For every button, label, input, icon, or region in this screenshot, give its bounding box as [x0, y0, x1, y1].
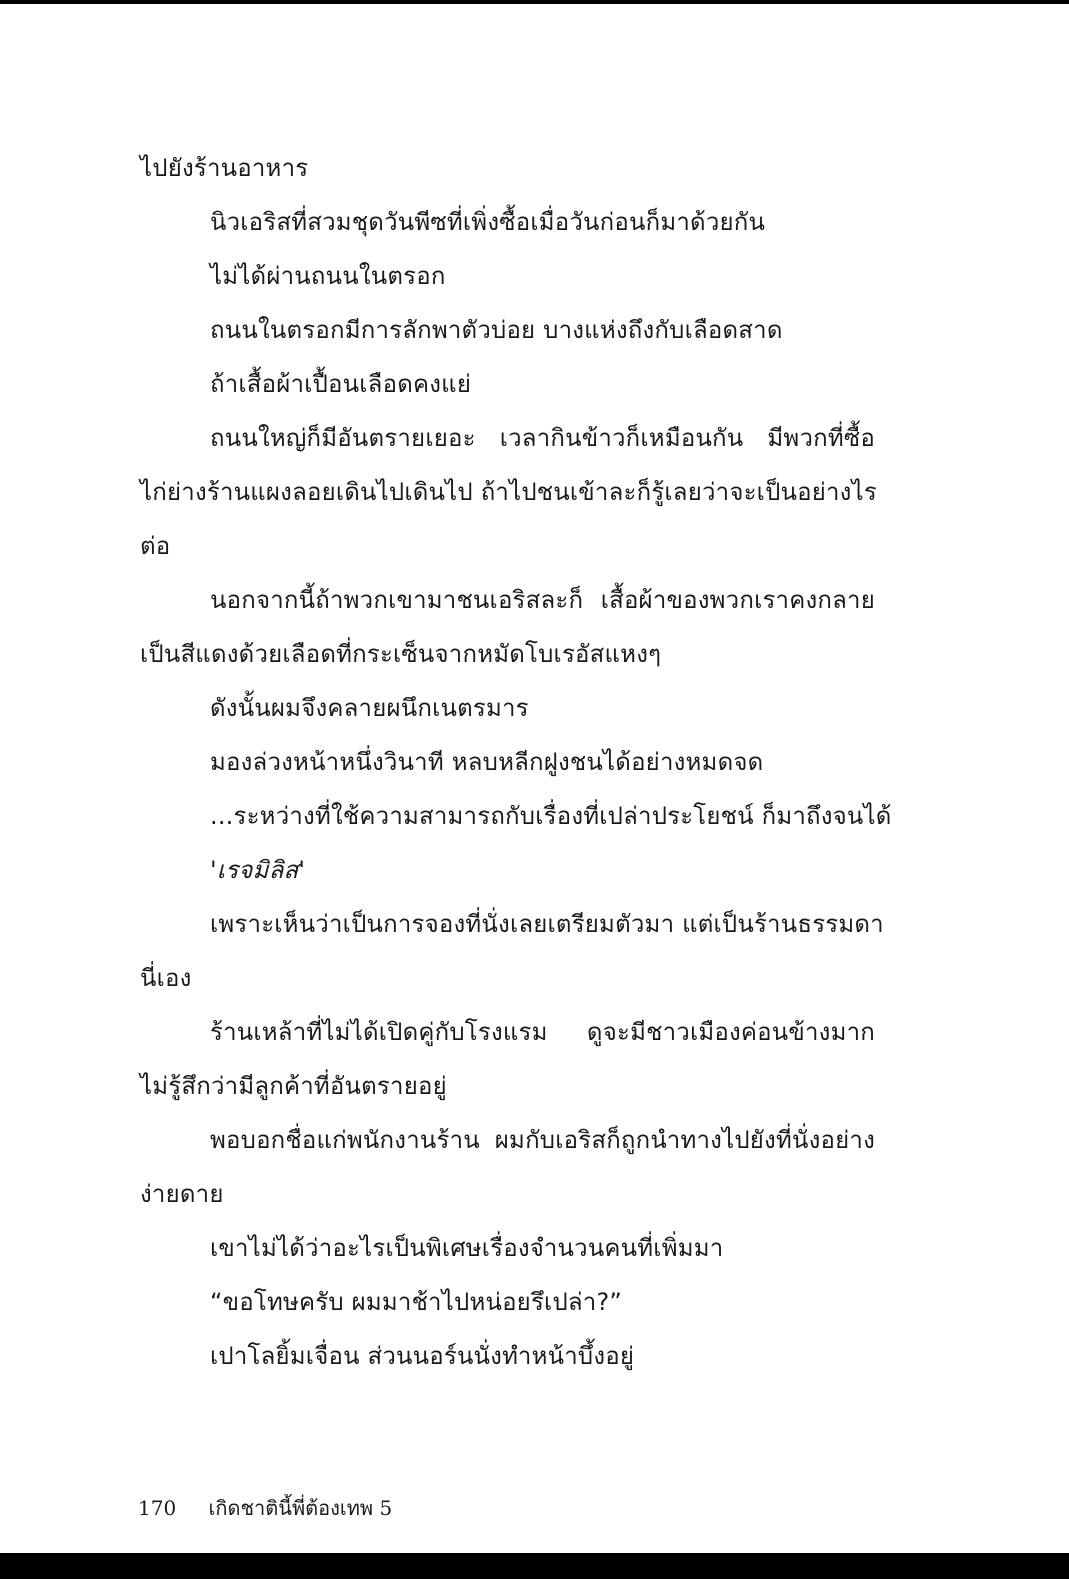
paragraph-line: ...ระหว่างที่ใช้ความสามารถกับเรื่องที่เปล่าประโยชน์ ก็มาถึงจนได้ — [210, 802, 892, 830]
paragraph-line: 'เรจมิลิส' — [210, 856, 306, 884]
paragraph-line: เปาโลยิ้มเจื่อน ส่วนนอร์นนั่งทำหน้าบึ้งอยู่ — [210, 1342, 635, 1370]
paragraph-line: เพราะเห็นว่าเป็นการจองที่นั่งเลยเตรียมตัวมา แต่เป็นร้านธรรมดา — [210, 910, 884, 938]
paragraph-line: ถ้าเสื้อผ้าเปื้อนเลือดคงแย่ — [210, 370, 472, 398]
top-border — [0, 0, 1069, 4]
paragraph-line: นี่เอง — [140, 964, 192, 992]
paragraph-line: ไก่ย่างร้านแผงลอยเดินไปเดินไป ถ้าไปชนเข้าละก็รู้เลยว่าจะเป็นอย่างไร — [140, 478, 877, 506]
paragraph-line: นิวเอริสที่สวมชุดวันพีซที่เพิ่งซื้อเมื่อวันก่อนก็มาด้วยกัน — [210, 208, 766, 236]
paragraph-line: มองล่วงหน้าหนึ่งวินาที หลบหลีกฝูงชนได้อย่างหมดจด — [210, 748, 764, 776]
paragraph-line: ไปยังร้านอาหาร — [140, 154, 309, 182]
paragraph-line: เป็นสีแดงด้วยเลือดที่กระเซ็นจากหมัดโบเรอัสแหงๆ — [140, 640, 662, 668]
paragraph-line: ถนนในตรอกมีการลักพาตัวบ่อย บางแห่งถึงกับเลือดสาด — [210, 316, 783, 344]
page-number: 170 — [138, 1496, 177, 1520]
paragraph-line: นอกจากนี้ถ้าพวกเขามาชนเอริสละก็ เสื้อผ้าของพวกเราคงกลาย — [210, 586, 875, 614]
paragraph-line: ร้านเหล้าที่ไม่ได้เปิดคู่กับโรงแรม ดูจะมีชาวเมืองค่อนข้างมาก — [210, 1018, 875, 1046]
page-footer — [138, 1492, 392, 1524]
paragraph-line: พอบอกชื่อแก่พนักงานร้าน ผมกับเอริสก็ถูกนำทางไปยังที่นั่งอย่าง — [210, 1126, 875, 1154]
bottom-border — [0, 1553, 1069, 1579]
page-body — [140, 150, 892, 1392]
paragraph-line: ต่อ — [140, 532, 171, 560]
paragraph-line: ถนนใหญ่ก็มีอันตรายเยอะ เวลากินข้าวก็เหมือนกัน มีพวกที่ซื้อ — [210, 424, 875, 452]
book-title: เกิดชาตินี้พี่ต้องเทพ 5 — [208, 1496, 393, 1520]
paragraph-line: ดังนั้นผมจึงคลายผนึกเนตรมาร — [210, 694, 529, 722]
paragraph-line: “ขอโทษครับ ผมมาช้าไปหน่อยรึเปล่า?” — [210, 1288, 623, 1316]
paragraph-line: เขาไม่ได้ว่าอะไรเป็นพิเศษเรื่องจำนวนคนที่เพิ่มมา — [210, 1234, 724, 1262]
paragraph-line: ไม่ได้ผ่านถนนในตรอก — [210, 262, 446, 290]
paragraph-line: ง่ายดาย — [140, 1180, 224, 1208]
paragraph-line: ไม่รู้สึกว่ามีลูกค้าที่อันตรายอยู่ — [140, 1072, 447, 1100]
